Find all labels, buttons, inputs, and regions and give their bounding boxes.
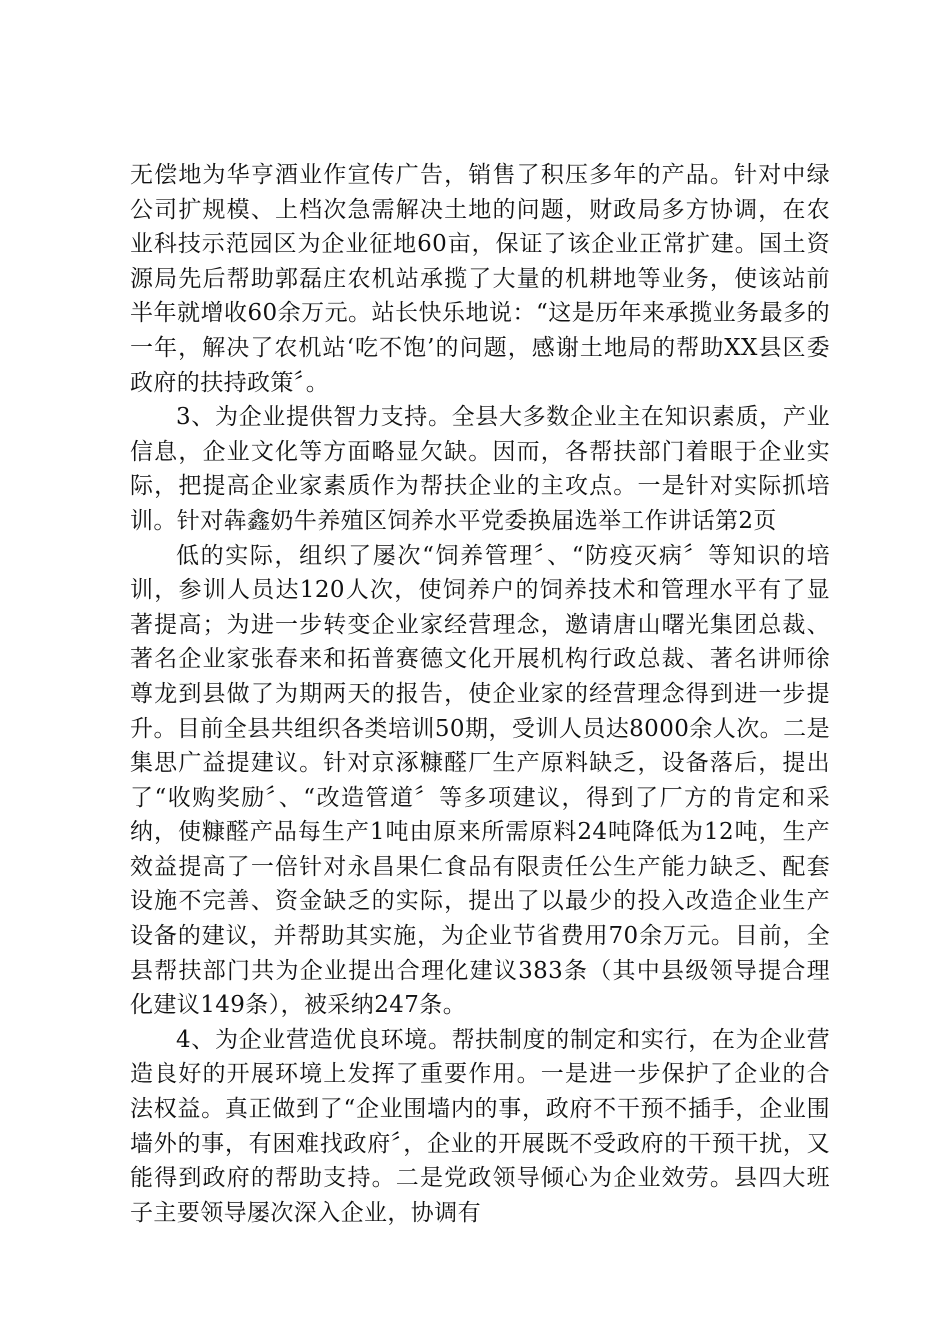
paragraph-2: 3、为企业提供智力支持。全县大多数企业主在知识素质，产业信息，企业文化等方面略显欠缺。因而，各帮扶部门着眼于企业实际，把提高企业家素质作为帮扶企业的主攻点。一是针对实际抓培训。针对犇鑫奶牛养殖区饲养水平党委换届选举工作讲话第2页 xyxy=(130,404,830,534)
document-body xyxy=(130,158,830,1230)
paragraph-3: 低的实际，组织了屡次“饲养管理〞、“防疫灭病〞等知识的培训，参训人员达120人次，使饲养户的饲养技术和管理水平有了显著提高；为进一步转变企业家经营理念，邀请唐山曙光集团总裁、著名企业家张春来和拓普赛德文化开展机构行政总裁、著名讲师徐尊龙到县做了为期两天的报告，使企业家的经营理念得到进一步提升。目前全县共组织各类培训50期，受训人员达8000余人次。二是集思广益提建议。针对京涿糠醛厂生产原料缺乏，设备落后，提出了“收购奖励〞、“改造管道〞等多项建议，得到了厂方的肯定和采纳，使糠醛产品每生产1吨由原来所需原料24吨降低为12吨，生产效益提高了一倍针对永昌果仁食品有限责任公生产能力缺乏、配套设施不完善、资金缺乏的实际，提出了以最少的投入改造企业生产设备的建议，并帮助其实施，为企业节省费用70余万元。目前，全县帮扶部门共为企业提出合理化建议383条（其中县级领导提合理化建议149条），被采纳247条。 xyxy=(130,542,830,1019)
paragraph-4: 4、为企业营造优良环境。帮扶制度的制定和实行，在为企业营造良好的开展环境上发挥了重要作用。一是进一步保护了企业的合法权益。真正做到了“企业围墙内的事，政府不干预不插手，企业围墙外的事，有困难找政府〞，企业的开展既不受政府的干预干扰，又能得到政府的帮助支持。二是党政领导倾心为企业效劳。县四大班子主要领导屡次深入企业，协调有 xyxy=(130,1026,830,1226)
paragraph-1: 无偿地为华亨酒业作宣传广告，销售了积压多年的产品。针对中绿公司扩规模、上档次急需解决土地的问题，财政局多方协调，在农业科技示范园区为企业征地60亩，保证了该企业正常扩建。国土资源局先后帮助郭磊庄农机站承揽了大量的机耕地等业务，使该站前半年就增收60余万元。站长快乐地说：“这是历年来承揽业务最多的一年，解决了农机站‘吃不饱’的问题，感谢土地局的帮助XX县区委政府的扶持政策〞。 xyxy=(130,162,830,396)
